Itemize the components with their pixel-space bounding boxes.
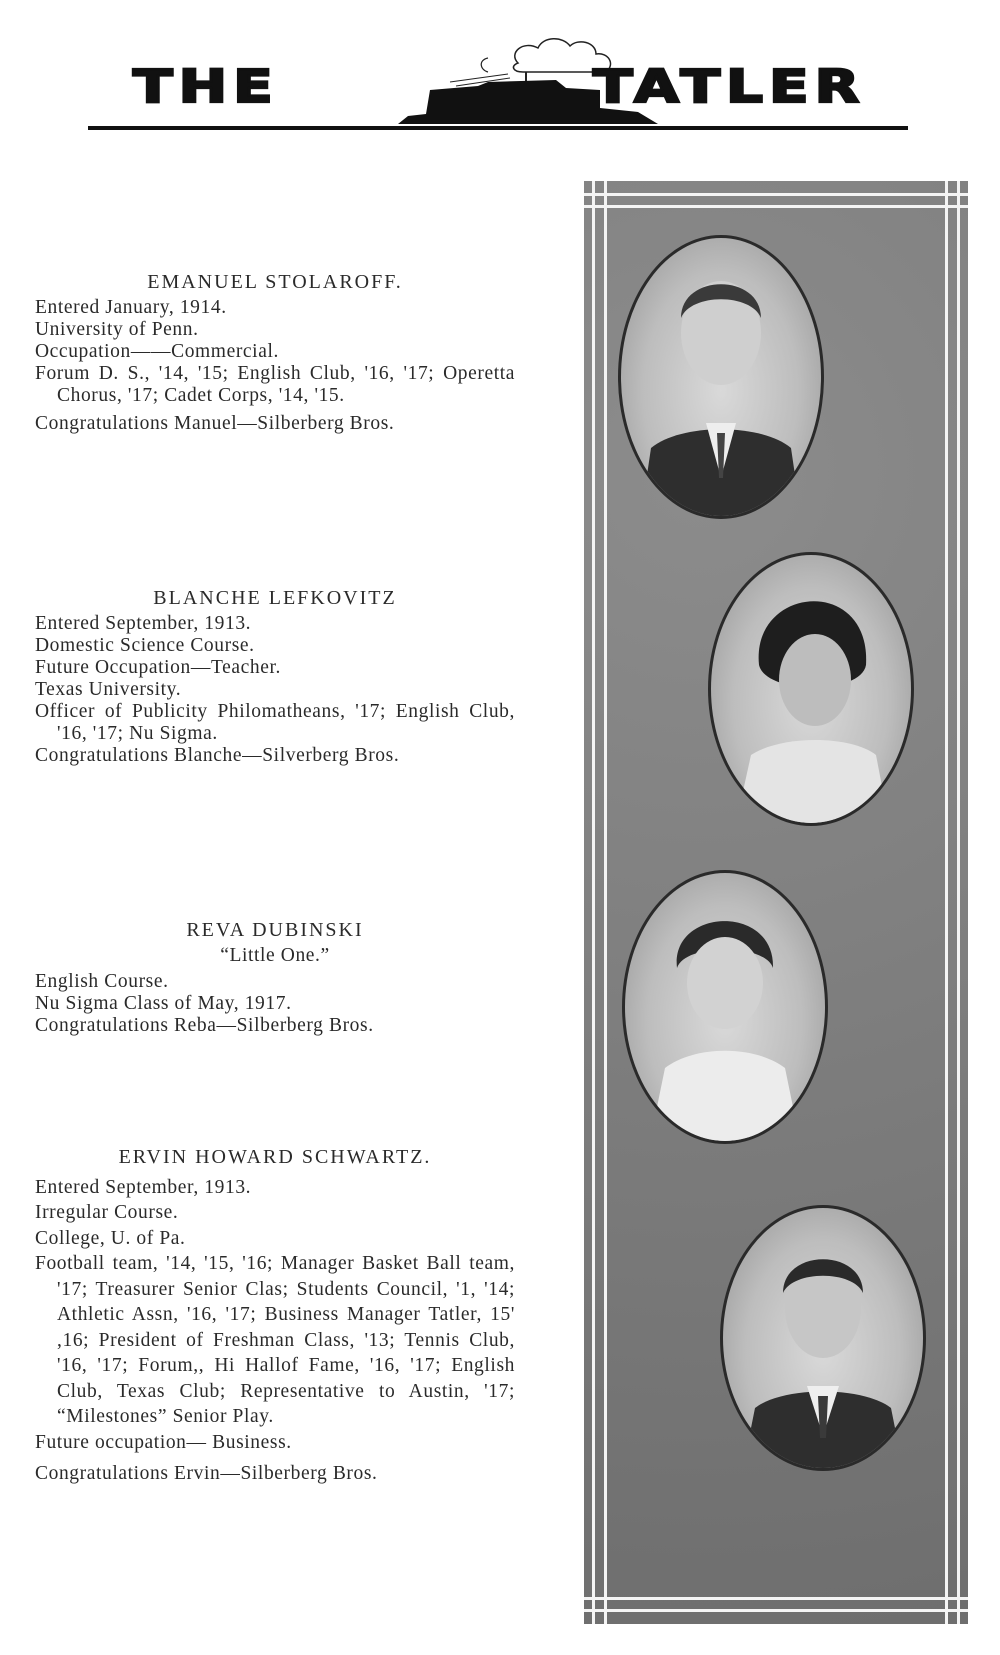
portrait-reva-dubinski [622,870,828,1144]
masthead-the: THE [133,60,279,114]
frame-line [592,181,595,1624]
woman-portrait-icon [711,555,911,823]
woman-portrait-icon [625,873,825,1141]
entry-line: English Course. [35,971,169,992]
masthead-rule [88,126,908,130]
entry-activities: Forum D. S., '14, '15; English Club, '16, '17; Operetta Chorus, '17; Cadet Corps, '14, '15. [35,363,515,406]
entry-nickname: “Little One.” [220,945,330,966]
entry-line: Entered September, 1913. [35,613,252,634]
portrait-blanche-lefkovitz [708,552,914,826]
entry-activities: Football team, '14, '15, '16; Manager Basket Ball team, '17; Treasurer Senior Clas; Students Council, '1, '14; Athletic Assn, '16, '17; Business Manager Tatler, 15' ,16; President of Freshman Class, '13; Tennis Club, '16, '17; Forum,, Hi Hallof Fame, '16, '17; English Club, Texas Club; Representative to Austin, '17; “Milestones” Senior Play. [35,1253,515,1427]
frame-line [584,193,968,196]
entry-ervin-howard-schwartz [35,1145,515,1487]
entry-line: Texas University. [35,679,182,700]
entry-line: Domestic Science Course. [35,635,255,656]
frame-line [957,181,960,1624]
entry-name: ERVIN HOWARD SCHWARTZ. [118,1146,432,1168]
entry-line: Nu Sigma Class of May, 1917. [35,993,292,1014]
frame-line [604,181,607,1624]
entry-line: Entered September, 1913. [35,1176,252,1198]
entry-line: Irregular Course. [35,1202,179,1223]
masthead-tatler: TATLER [593,60,866,114]
entry-congratulations: Congratulations Reba—Silberberg Bros. [35,1015,374,1036]
entry-activities: Officer of Publicity Philomatheans, '17; English Club, '16, '17; Nu Sigma. [35,701,515,744]
entry-line: Future Occupation—Teacher. [35,657,281,678]
entry-line: Occupation——Commercial. [35,341,279,362]
entry-congratulations: Congratulations Ervin—Silberberg Bros. [35,1463,378,1484]
portrait-panel [584,181,968,1624]
frame-line [945,181,948,1624]
man-portrait-icon [621,238,821,516]
entry-name: REVA DUBINSKI [186,919,364,941]
frame-line [584,205,968,208]
entry-emanuel-stolaroff [35,271,515,435]
man-portrait-icon [723,1208,923,1468]
frame-line [584,1609,968,1612]
portrait-emanuel-stolaroff [618,235,824,519]
portrait-ervin-howard-schwartz [720,1205,926,1471]
entry-congratulations: Congratulations Blanche—Silverberg Bros. [35,745,400,766]
entry-congratulations: Congratulations Manuel—Silberberg Bros. [35,413,395,434]
entry-line: Entered January, 1914. [35,297,227,318]
entry-line: University of Penn. [35,319,199,340]
entry-line: College, U. of Pa. [35,1227,186,1249]
entry-name: BLANCHE LEFKOVITZ [153,587,397,609]
entry-future-occupation: Future occupation— Business. [35,1431,292,1453]
entry-blanche-lefkovitz [35,587,515,767]
entry-reva-dubinski [35,919,515,1037]
entry-name: EMANUEL STOLAROFF. [147,271,403,293]
masthead [88,28,908,138]
frame-line [584,1597,968,1600]
